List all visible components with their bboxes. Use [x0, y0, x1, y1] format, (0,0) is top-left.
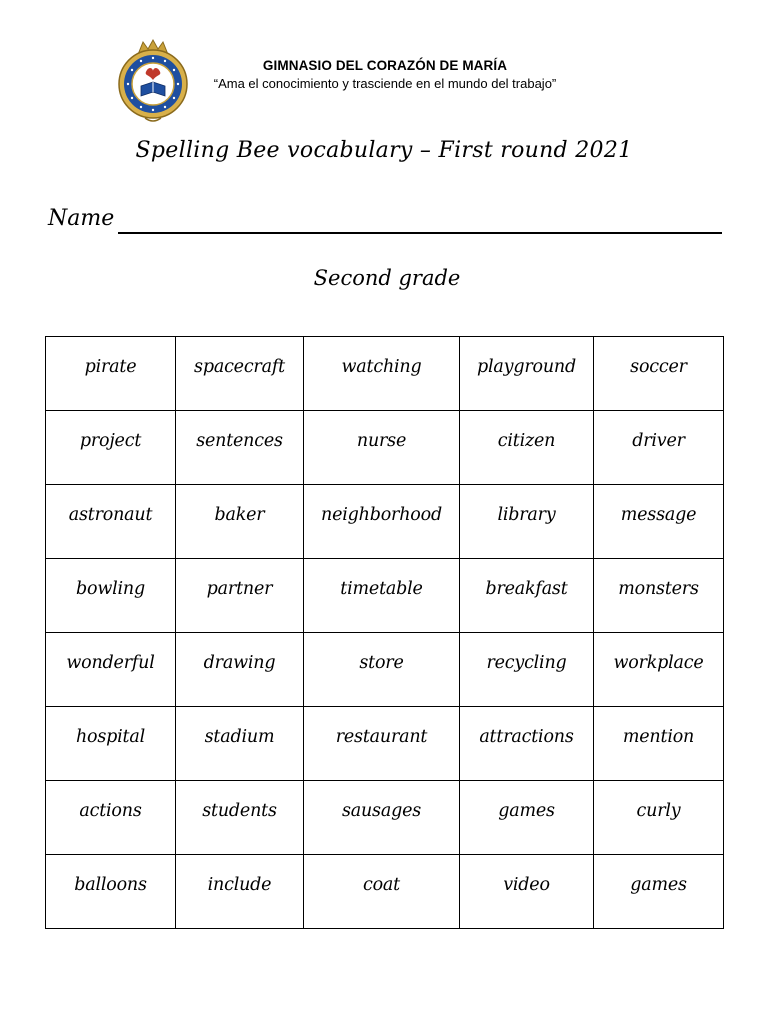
word-cell: hospital [46, 707, 176, 781]
word-cell: games [594, 855, 724, 929]
word-cell: message [594, 485, 724, 559]
word-cell: workplace [594, 633, 724, 707]
table-row [46, 485, 724, 559]
word-cell: astronaut [46, 485, 176, 559]
word-cell: mention [594, 707, 724, 781]
word-cell: partner [176, 559, 304, 633]
school-name: GIMNASIO DEL CORAZÓN DE MARÍA [262, 58, 508, 73]
word-cell: watching [304, 337, 460, 411]
name-label: Name [48, 206, 115, 231]
word-cell: wonderful [46, 633, 176, 707]
word-cell: neighborhood [304, 485, 460, 559]
word-cell: sentences [176, 411, 304, 485]
word-cell: restaurant [304, 707, 460, 781]
word-cell: students [176, 781, 304, 855]
table-row [46, 337, 724, 411]
word-cell: timetable [304, 559, 460, 633]
word-cell: store [304, 633, 460, 707]
name-field[interactable] [48, 204, 722, 238]
word-cell: attractions [460, 707, 594, 781]
school-crest-icon [117, 38, 189, 124]
word-cell: games [460, 781, 594, 855]
word-cell: baker [176, 485, 304, 559]
word-cell: coat [304, 855, 460, 929]
name-line[interactable] [118, 232, 722, 234]
word-cell: citizen [460, 411, 594, 485]
word-cell: actions [46, 781, 176, 855]
word-cell: video [460, 855, 594, 929]
word-cell: library [460, 485, 594, 559]
word-cell: include [176, 855, 304, 929]
word-cell: monsters [594, 559, 724, 633]
word-cell: stadium [176, 707, 304, 781]
word-cell: driver [594, 411, 724, 485]
word-cell: bowling [46, 559, 176, 633]
word-cell: playground [460, 337, 594, 411]
word-cell: sausages [304, 781, 460, 855]
table-row [46, 633, 724, 707]
table-row [46, 411, 724, 485]
word-cell: pirate [46, 337, 176, 411]
school-motto: “Ama el conocimiento y trasciende en el mundo del trabajo” [213, 76, 557, 91]
word-cell: curly [594, 781, 724, 855]
word-cell: recycling [460, 633, 594, 707]
word-cell: spacecraft [176, 337, 304, 411]
word-cell: breakfast [460, 559, 594, 633]
word-cell: soccer [594, 337, 724, 411]
word-cell: nurse [304, 411, 460, 485]
word-cell: balloons [46, 855, 176, 929]
document-title: Spelling Bee vocabulary – First round 2021 [135, 138, 633, 163]
word-cell: project [46, 411, 176, 485]
table-row [46, 707, 724, 781]
table-row [46, 855, 724, 929]
vocabulary-table [45, 336, 724, 929]
grade-label: Second grade [313, 266, 461, 290]
word-cell: drawing [176, 633, 304, 707]
table-row [46, 781, 724, 855]
table-row [46, 559, 724, 633]
